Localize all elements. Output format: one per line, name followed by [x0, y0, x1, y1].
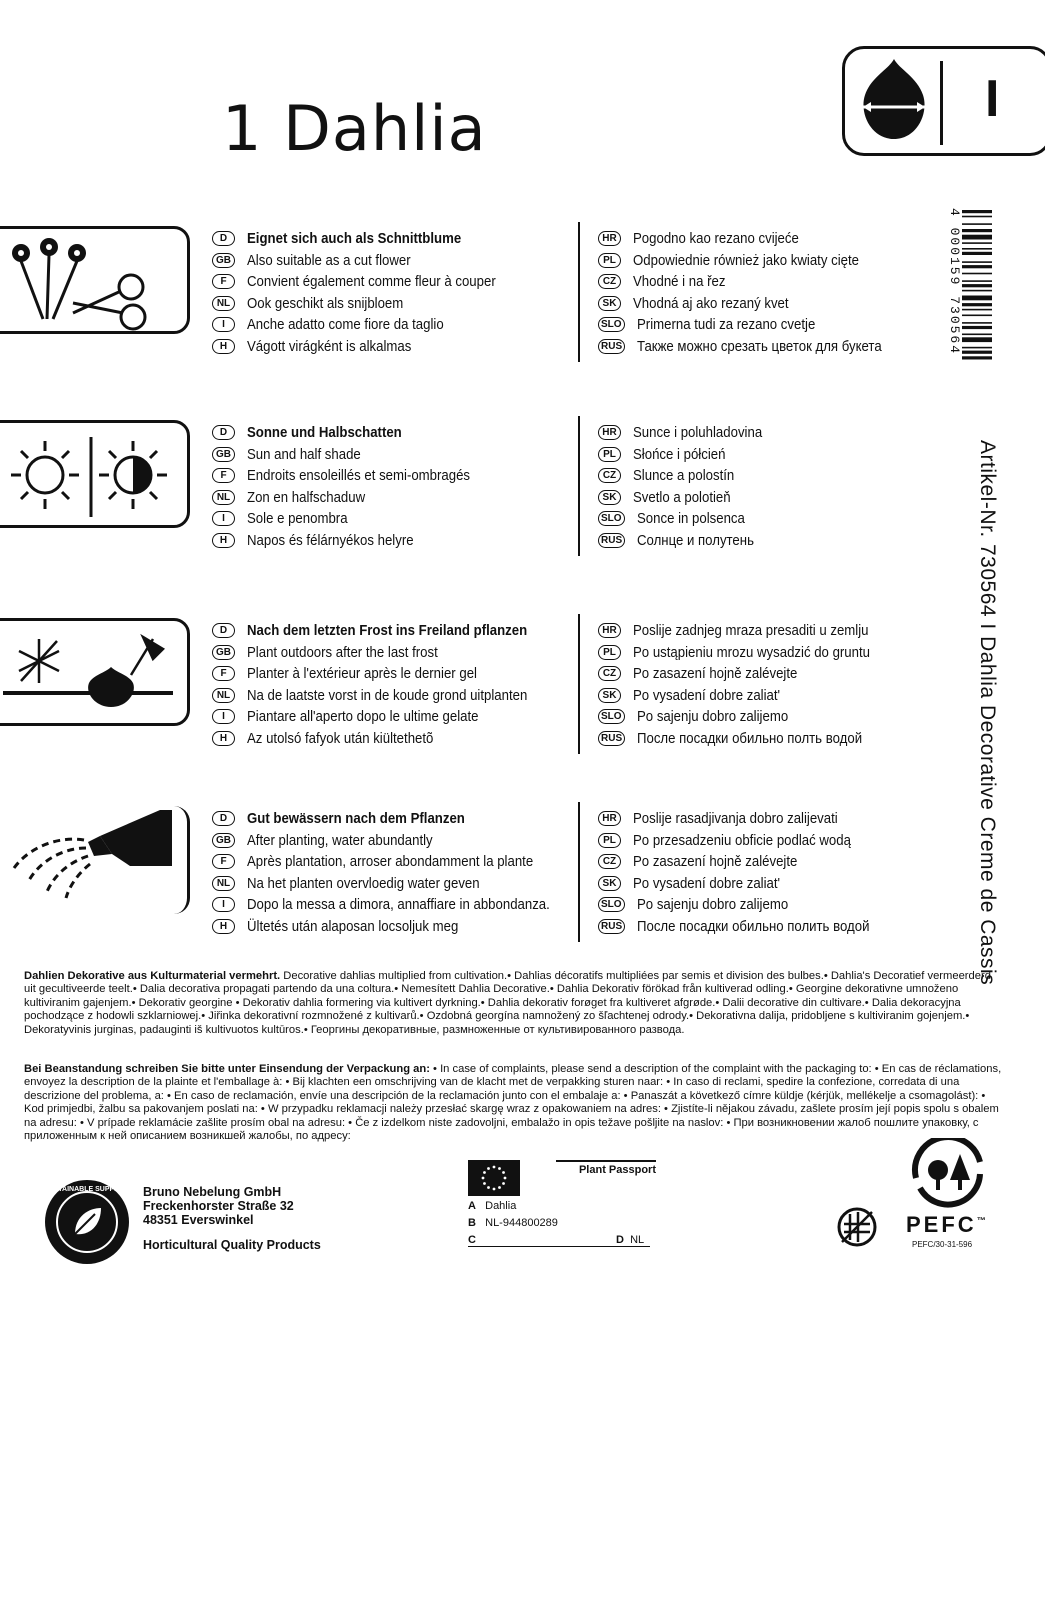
translation-row	[598, 873, 901, 895]
language-badge: GB	[212, 253, 235, 268]
translation-text: Poslije rasadjivanja dobro zalijevati	[633, 810, 838, 828]
translation-row	[212, 444, 500, 466]
sustainable-supplier-logo	[45, 1180, 129, 1264]
translation-row	[212, 916, 591, 938]
language-badge: NL	[212, 876, 235, 891]
divider	[578, 802, 580, 942]
translation-row	[598, 422, 780, 444]
translation-row	[212, 465, 500, 487]
bulb-size-code: I	[985, 70, 1000, 128]
flowers-scissors-icon	[3, 229, 183, 333]
translation-text: Nach dem letzten Frost ins Freiland pflanzen	[247, 622, 528, 640]
section-frost	[0, 610, 960, 760]
translation-row	[598, 642, 902, 664]
language-badge: I	[212, 709, 235, 724]
translation-row	[598, 508, 780, 530]
translation-row	[212, 706, 566, 728]
language-badge: NL	[212, 688, 235, 703]
translation-row	[212, 728, 566, 750]
company-street: Freckenhorster Straße 32	[143, 1199, 294, 1213]
translation-row	[598, 250, 915, 272]
bulb-size-icon	[849, 51, 939, 151]
translation-text: Planter à l'extérieur après le dernier gel	[247, 665, 477, 683]
language-badge: D	[212, 231, 235, 246]
pefc-code: PEFC/30-31-596	[912, 1240, 973, 1249]
language-badge: H	[212, 731, 235, 746]
translation-text: Vágott virágként is alkalmas	[247, 337, 412, 355]
translations-right	[598, 228, 915, 357]
translation-text: Po zasazení hojně zalévejte	[633, 853, 798, 871]
pefc-trees-icon	[906, 1138, 990, 1208]
language-badge: SLO	[598, 511, 625, 526]
translation-text: Po zasazení hojně zalévejte	[633, 665, 798, 683]
passport-d-value: NL	[630, 1234, 645, 1246]
language-badge: H	[212, 919, 235, 934]
translation-row	[212, 250, 530, 272]
translation-row	[212, 530, 500, 552]
icon-box	[0, 806, 190, 914]
translation-row	[212, 314, 530, 336]
language-badge: HR	[598, 623, 621, 638]
translation-row	[598, 487, 780, 509]
translation-text: После посадки обильно полить водой	[637, 917, 870, 935]
translation-row	[598, 336, 915, 358]
company-city: 48351 Everswinkel	[143, 1213, 254, 1227]
cultivation-paragraph	[24, 970, 1004, 1037]
translation-text: Plant outdoors after the last frost	[247, 643, 438, 661]
language-badge: SLO	[598, 317, 625, 332]
language-badge: I	[212, 317, 235, 332]
translation-row	[212, 228, 530, 250]
translation-text: Sonne und Halbschatten	[247, 424, 402, 442]
translation-text: Slunce a polostín	[633, 467, 735, 485]
language-badge: F	[212, 854, 235, 869]
language-badge: GB	[212, 447, 235, 462]
language-badge: PL	[598, 447, 621, 462]
translation-text: Słońce i półcień	[633, 445, 726, 463]
leaf-icon	[45, 1180, 129, 1264]
section-watering	[0, 798, 960, 948]
translation-text: Az utolsó fafyok után kiültethetõ	[247, 729, 434, 747]
divider	[578, 614, 580, 754]
language-badge: CZ	[598, 468, 621, 483]
language-badge: SK	[598, 876, 621, 891]
translation-row	[212, 851, 591, 873]
language-badge: H	[212, 533, 235, 548]
passport-b-value: NL-944800289	[485, 1217, 558, 1229]
translation-text: After planting, water abundantly	[247, 831, 433, 849]
complaint-text: • In case of complaints, please send a description of the complaint with the packaging to: • En cas de réclamations, envoyez la description de la plainte et l'emballage à: • Bij klachten een omschrijving van de klacht met de verpakking sturen naar: • In caso di reclami, spedire la confezione, corredata di una descrizione del problema, a: • En caso de reclamación, envíe una descripción de la reclamación junto con el embalaje a: • Panaszát a következő címre küldje (kérjük, mellékelje a csomagolást): • Kod primjedbi, žalbu sa pakovanjem poslati na: • W przypadku reklamacji należy przesłać skargę wraz z opakowaniem na adres: • Zjistíte-li nějakou závadu, zašlete prosím její popis spolu s obalem na adresu: • V prípade reklamácie zašlite prosím obal na adresu: • Če z izdelkom niste zadovoljni, embalažo in opis težave pošljite na naslov: • При возникновении жалоб пошлите упаковку, с приложенным к ней описанием возникшей жалобы, по адресу:	[24, 1063, 1002, 1143]
divider	[578, 416, 580, 556]
translation-row	[212, 685, 566, 707]
plant-passport	[468, 1160, 658, 1250]
barcode-icon	[962, 210, 992, 400]
frost-planting-icon	[3, 621, 183, 725]
language-badge: SK	[598, 688, 621, 703]
language-badge: HR	[598, 811, 621, 826]
translation-row	[212, 271, 530, 293]
badge-text: SUSTAINABLE SUPPLIER	[45, 1186, 129, 1193]
company-tagline: Horticultural Quality Products	[143, 1238, 321, 1252]
company-name: Bruno Nebelung GmbH	[143, 1185, 282, 1199]
translation-text: Also suitable as a cut flower	[247, 251, 411, 269]
translation-row	[598, 916, 901, 938]
translation-text: Convient également comme fleur à couper	[247, 273, 496, 291]
eu-flag-icon	[468, 1160, 520, 1196]
translation-row	[598, 465, 780, 487]
language-badge: F	[212, 468, 235, 483]
language-badge: NL	[212, 490, 235, 505]
translation-text: Na de laatste vorst in de koude grond uitplanten	[247, 686, 528, 704]
icon-box	[0, 618, 190, 726]
translations-right	[598, 808, 901, 937]
passport-b-row	[468, 1217, 558, 1229]
language-badge: F	[212, 274, 235, 289]
translation-text: Pogodno kao rezano cvijeće	[633, 230, 799, 248]
bulb-size-box	[842, 46, 1045, 156]
language-badge: CZ	[598, 854, 621, 869]
translation-row	[598, 271, 915, 293]
language-badge: RUS	[598, 731, 625, 746]
language-badge: RUS	[598, 339, 625, 354]
translations-left	[212, 228, 530, 357]
language-badge: CZ	[598, 274, 621, 289]
translation-row	[212, 808, 591, 830]
translation-text: Vhodná aj ako rezaný kvet	[633, 294, 789, 312]
language-badge: SK	[598, 296, 621, 311]
translation-row	[212, 336, 530, 358]
language-badge: PL	[598, 833, 621, 848]
translations-right	[598, 620, 902, 749]
translation-text: Po sajenju dobro zalijemo	[636, 708, 788, 726]
translation-text: Après plantation, arroser abondamment la plante	[247, 853, 534, 871]
translations-left	[212, 620, 566, 749]
translation-row	[598, 663, 902, 685]
language-badge: D	[212, 623, 235, 638]
language-badge: NL	[212, 296, 235, 311]
translation-row	[598, 530, 780, 552]
divider	[578, 222, 580, 362]
translation-text: Sonce in polsenca	[636, 510, 745, 528]
cultivation-text: Decorative dahlias multiplied from cultivation.• Dahlias décoratifs multipliées par semis et division des bulbes.• Dahlia's Decoratief vermeerderd uit gecultiveerde teelt.• Dalia decorativa propagati partendo da una coltura.• Nemesített Dahlia Decorative.• Dahlia Dekorativ förökad från kultiverad odling.• Georgine dekorativne umnoženo kultiviranim gajenjem.• Dekorativ georgine • Dekorativ dahlia formering via kultivert dyrkning.• Dahlia dekorativ forøget fra kultiveret afgrøde.• Dalii decorative din cultivare.• Dalia dekoracyjna pochodzące z hodowli szklarniowej.• Jiřinka dekorativní rozmnožené z kultivarů.• Ozdobná georgína namnožený zo šľachtenej odrody.• Dekorativna dalija, pridobljene s kultiviranim gojenjem.• Dekoratyvinis jurginas, padauginti iš kultivuotos kultūros.• Георгины декоративные, размноженные от культивированного развода.	[24, 970, 991, 1036]
translation-text: После посадки обильно полть водой	[637, 729, 863, 747]
translation-text: Zon en halfschaduw	[247, 488, 366, 506]
language-badge: I	[212, 511, 235, 526]
translation-row	[598, 293, 915, 315]
translation-row	[212, 422, 500, 444]
language-badge: RUS	[598, 919, 625, 934]
pefc-tm: ™	[976, 1215, 989, 1226]
language-badge: SLO	[598, 709, 625, 724]
translation-row	[212, 293, 530, 315]
translation-text: Также можно срезать цветок для букета	[637, 337, 882, 355]
translations-right	[598, 422, 780, 551]
translation-text: Солнце и полутень	[637, 531, 755, 549]
icon-box	[0, 420, 190, 528]
icon-box	[0, 226, 190, 334]
language-badge: RUS	[598, 533, 625, 548]
translation-row	[598, 728, 902, 750]
translation-text: Sunce i poluhladovina	[633, 424, 763, 442]
translation-row	[212, 873, 591, 895]
passport-d-label: D	[616, 1234, 624, 1246]
translation-row	[212, 894, 591, 916]
translation-text: Eignet sich auch als Schnittblume	[247, 230, 462, 248]
translation-text: Primerna tudi za rezano cvetje	[636, 316, 815, 334]
translation-text: Sun and half shade	[247, 445, 361, 463]
translation-text: Ültetés után alaposan locsoljuk meg	[247, 917, 459, 935]
cultivation-bold: Dahlien Dekorative aus Kulturmaterial vermehrt.	[24, 970, 281, 982]
translation-text: Piantare all'aperto dopo le ultime gelate	[247, 708, 479, 726]
translation-text: Ook geschikt als snijbloem	[247, 294, 404, 312]
language-badge: CZ	[598, 666, 621, 681]
translation-text: Po vysadení dobre zaliat'	[633, 686, 781, 704]
translation-row	[598, 314, 915, 336]
translation-text: Anche adatto come fiore da taglio	[247, 316, 444, 334]
pefc-label-text: PEFC	[906, 1212, 977, 1237]
language-badge: I	[212, 897, 235, 912]
language-badge: F	[212, 666, 235, 681]
translation-row	[212, 487, 500, 509]
language-badge: PL	[598, 253, 621, 268]
translation-row	[598, 228, 915, 250]
translation-text: Vhodné i na řez	[633, 273, 726, 291]
passport-c-label: C	[468, 1234, 476, 1246]
translations-left	[212, 422, 500, 551]
page-title: 1 Dahlia	[222, 92, 487, 165]
translation-text: Gut bewässern nach dem Pflanzen	[247, 810, 465, 828]
translation-text: Po ustąpieniu mrozu wysadzić do gruntu	[633, 643, 870, 661]
translation-row	[598, 620, 902, 642]
translation-text: Odpowiednie również jako kwiaty cięte	[633, 251, 859, 269]
language-badge: GB	[212, 645, 235, 660]
passport-cd-row	[468, 1234, 650, 1247]
language-badge: SK	[598, 490, 621, 505]
recycling-grid-icon	[836, 1206, 878, 1248]
translation-text: Napos és félárnyékos helyre	[247, 531, 414, 549]
language-badge: HR	[598, 231, 621, 246]
translation-text: Po sajenju dobro zalijemo	[636, 896, 788, 914]
language-badge: D	[212, 425, 235, 440]
translation-row	[598, 685, 902, 707]
language-badge: SLO	[598, 897, 625, 912]
section-cut-flower	[0, 218, 960, 368]
company-address	[143, 1185, 294, 1227]
translation-row	[598, 706, 902, 728]
translation-row	[212, 642, 566, 664]
language-badge: PL	[598, 645, 621, 660]
translation-row	[212, 620, 566, 642]
language-badge: H	[212, 339, 235, 354]
translation-row	[598, 894, 901, 916]
section-sun	[0, 412, 960, 562]
translation-text: Endroits ensoleillés et semi-ombragés	[247, 467, 471, 485]
article-number-text: Artikel-Nr. 730564 I Dahlia Decorative Creme de Cassis	[976, 440, 999, 986]
passport-a-label: A	[468, 1200, 476, 1212]
translation-text: Poslije zadnjeg mraza presaditi u zemlju	[633, 622, 869, 640]
pefc-label	[906, 1212, 989, 1238]
complaint-bold: Bei Beanstandung schreiben Sie bitte unter Einsendung der Verpackung an:	[24, 1063, 430, 1075]
translation-text: Svetlo a polotieň	[633, 488, 731, 506]
passport-a-row	[468, 1200, 516, 1212]
complaint-paragraph	[24, 1063, 1004, 1143]
translation-row	[212, 663, 566, 685]
watering-can-icon	[0, 806, 180, 910]
translations-left	[212, 808, 591, 937]
translation-row	[598, 830, 901, 852]
translation-row	[212, 830, 591, 852]
translation-row	[598, 808, 901, 830]
translation-row	[598, 444, 780, 466]
translation-row	[212, 508, 500, 530]
translation-text: Po vysadení dobre zaliat'	[633, 874, 781, 892]
passport-a-value: Dahlia	[485, 1200, 517, 1212]
sun-half-shade-icon	[3, 423, 183, 527]
translation-text: Po przesadzeniu obficie podlać wodą	[633, 831, 851, 849]
translation-row	[598, 851, 901, 873]
translation-text: Dopo la messa a dimora, annaffiare in abbondanza.	[247, 896, 550, 914]
translation-text: Sole e penombra	[247, 510, 348, 528]
language-badge: D	[212, 811, 235, 826]
passport-b-label: B	[468, 1217, 476, 1229]
barcode-number: 4 000159 730564	[947, 208, 962, 356]
language-badge: GB	[212, 833, 235, 848]
translation-text: Na het planten overvloedig water geven	[247, 874, 480, 892]
passport-title: Plant Passport	[556, 1160, 656, 1176]
language-badge: HR	[598, 425, 621, 440]
